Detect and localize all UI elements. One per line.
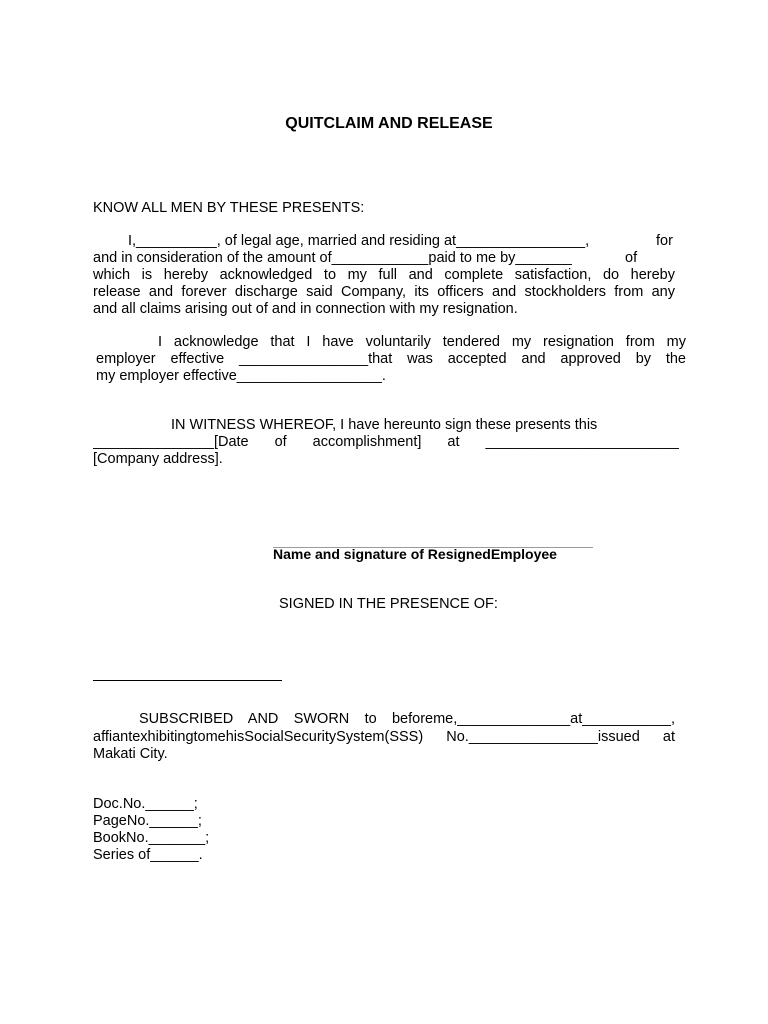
page-no: PageNo.______;	[93, 813, 202, 829]
subscribed-line-2: affiantexhibitingtomehisSocialSecuritySystem(SSS) No.________________issued at	[93, 729, 675, 745]
para1-line-4: release and forever discharge said Company, its officers and stockholders from any	[93, 284, 675, 300]
para2-line-3: my employer effective__________________.	[96, 368, 386, 384]
greeting: KNOW ALL MEN BY THESE PRESENTS:	[93, 200, 365, 216]
subscribed-line-3: Makati City.	[93, 746, 168, 762]
para1-line-3: which is hereby acknowledged to my full and complete satisfaction, do hereby	[93, 267, 675, 283]
signature-caption: Name and signature of ResignedEmployee	[273, 546, 557, 562]
witness-line-2: _______________[Date of accomplishment] at ________________________	[93, 434, 679, 450]
para1-line-5: and all claims arising out of and in connection with my resignation.	[93, 301, 518, 317]
presence-heading: SIGNED IN THE PRESENCE OF:	[279, 596, 498, 612]
document-title: QUITCLAIM AND RELEASE	[285, 115, 493, 132]
witness-signature-line	[93, 680, 282, 681]
witness-line-3: [Company address].	[93, 451, 223, 467]
para1-line-2: and in consideration of the amount of____________paid to me by_______	[93, 250, 572, 266]
series-of: Series of______.	[93, 847, 203, 863]
book-no: BookNo._______;	[93, 830, 210, 846]
para1-line-1-end: for	[656, 233, 673, 249]
witness-line-1: IN WITNESS WHEREOF, I have hereunto sign these presents this	[171, 417, 598, 433]
para2-line-2: employer effective ________________that was accepted and approved by the	[96, 351, 686, 367]
para1-line-2-end: of	[625, 250, 638, 266]
subscribed-line-1: SUBSCRIBED AND SWORN to beforeme,______________at___________,	[139, 711, 675, 727]
doc-no: Doc.No.______;	[93, 796, 198, 812]
para2-line-1: I acknowledge that I have voluntarily tendered my resignation from my	[158, 334, 686, 350]
para1-line-1: I,__________, of legal age, married and residing at________________,	[128, 233, 590, 249]
